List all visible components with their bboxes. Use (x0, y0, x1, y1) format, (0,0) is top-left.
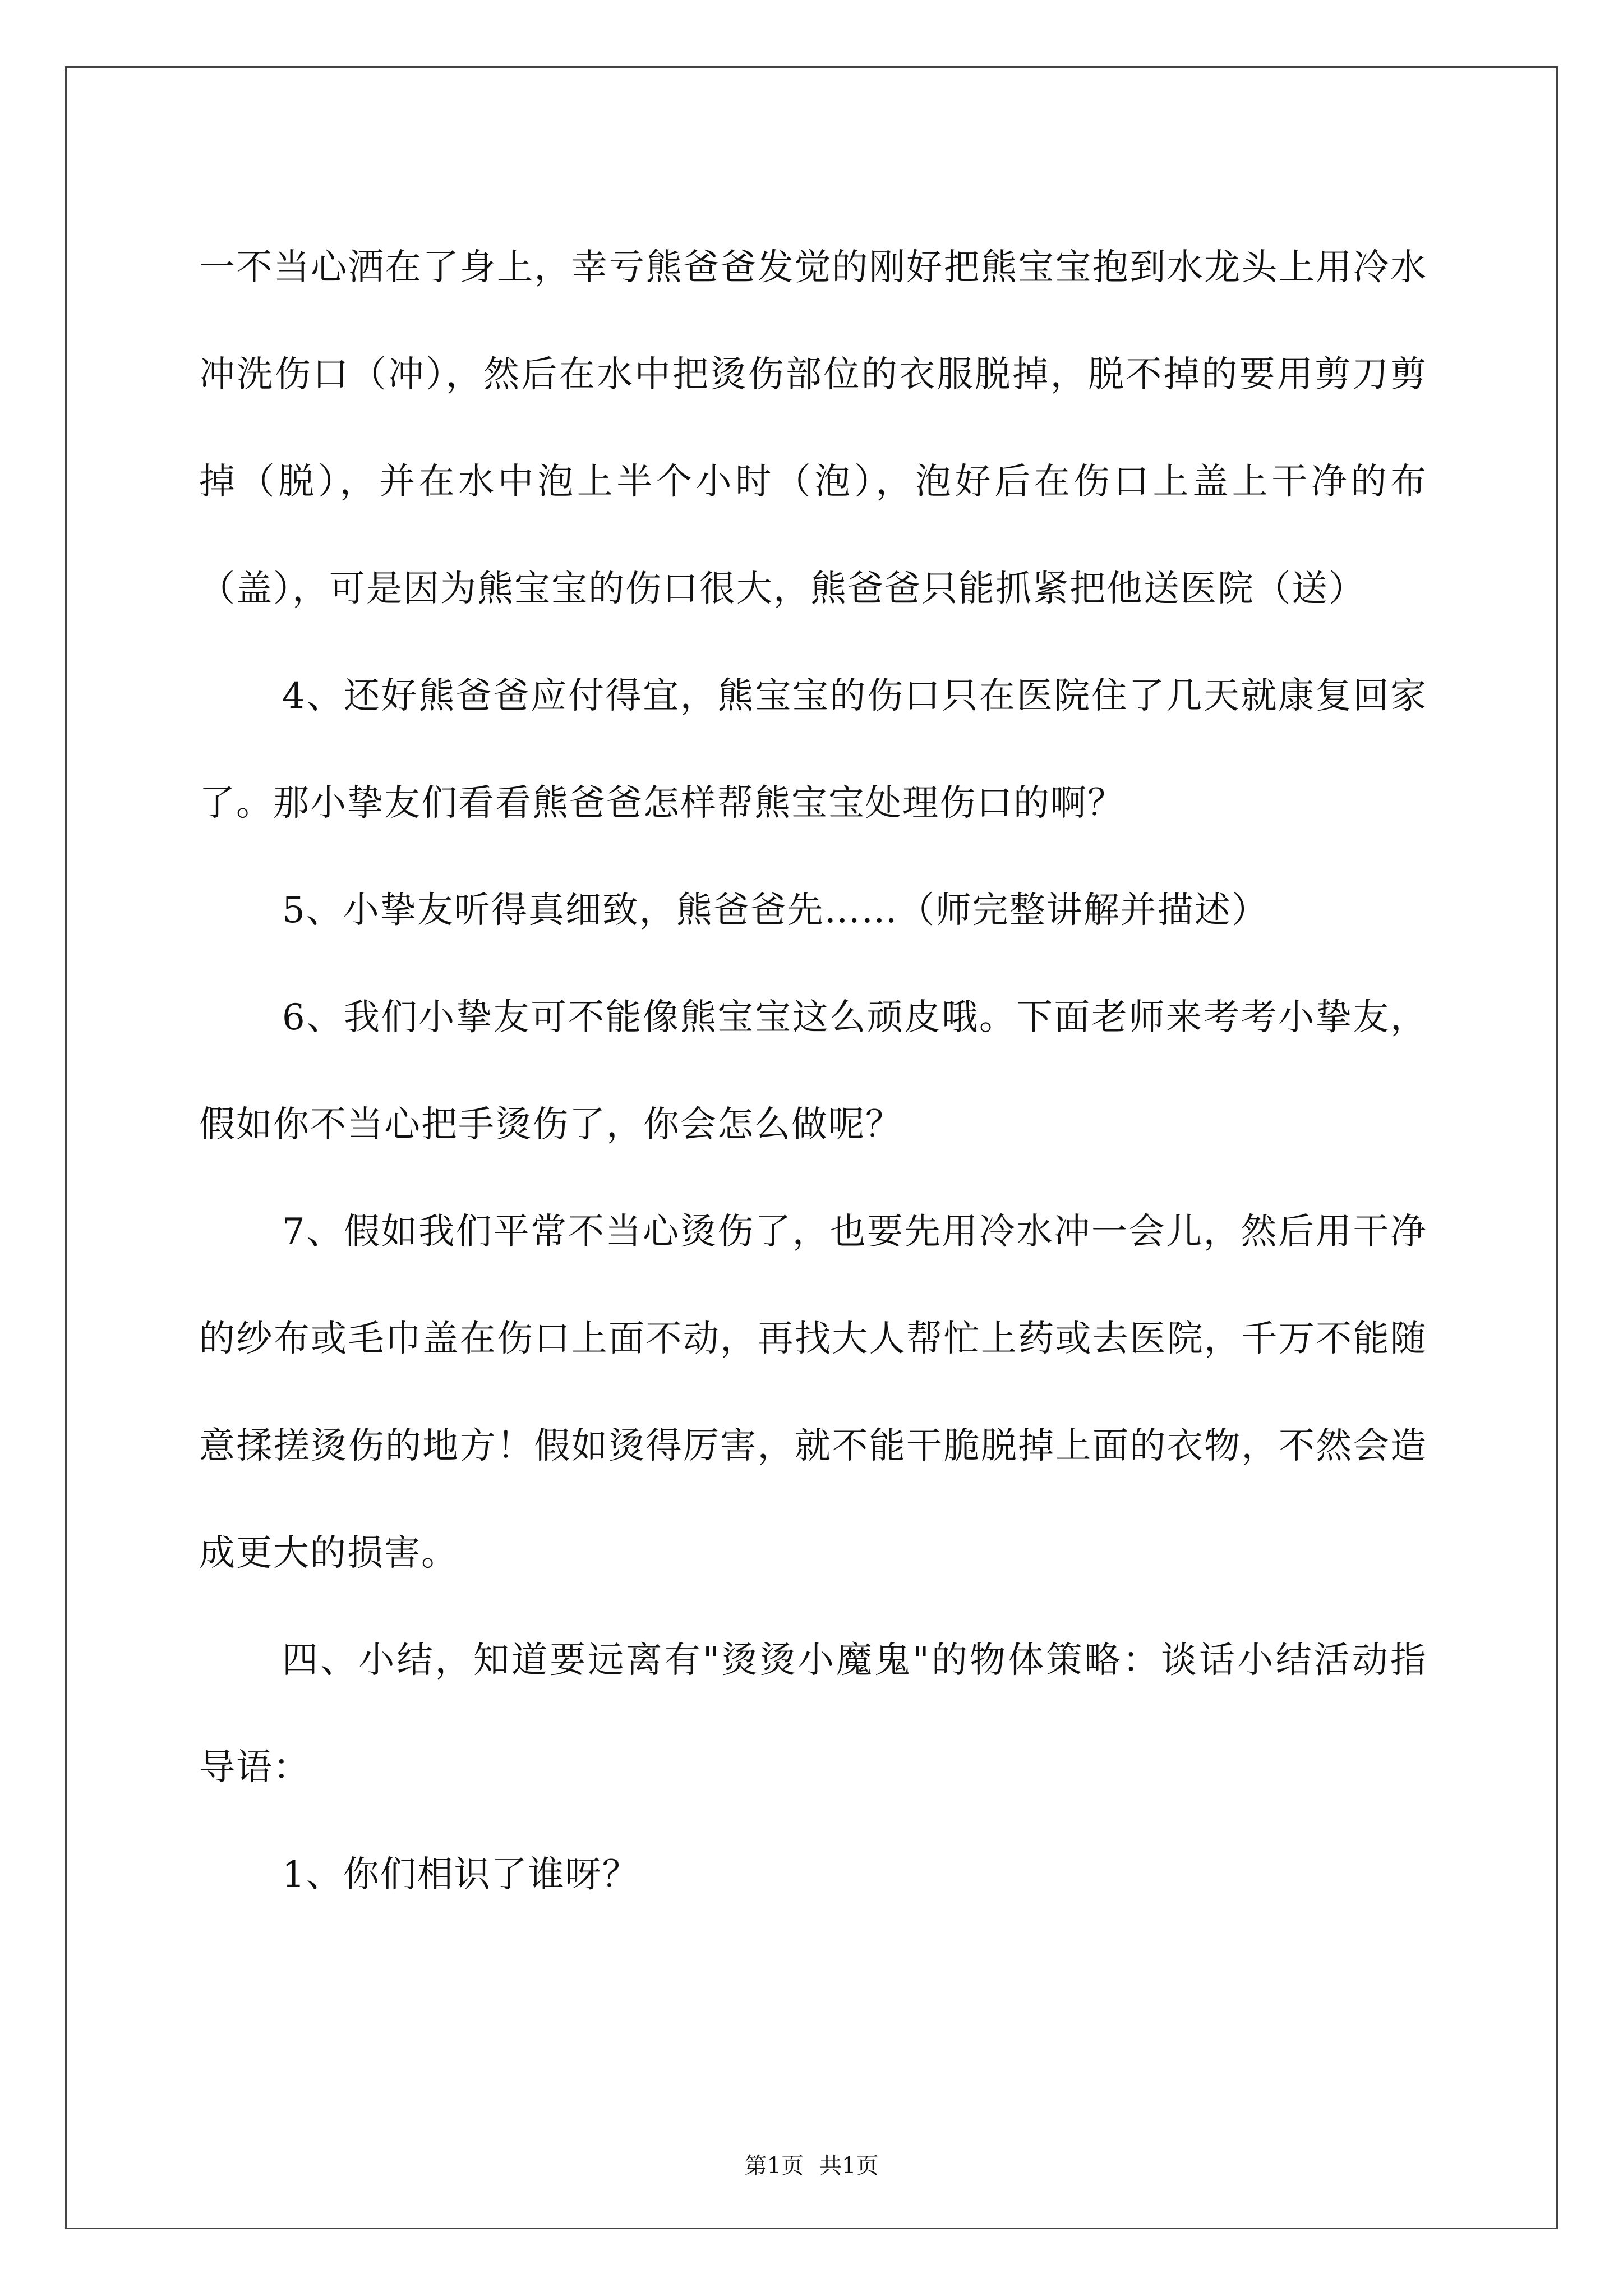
page-footer (0, 2152, 1623, 2180)
paragraph-item-7: 7、假如我们平常不当心烫伤了，也要先用冷水冲一会儿，然后用干净的纱布或毛巾盖在伤口上面不动，再找大人帮忙上药或去医院，千万不能随意揉搓烫伤的地方！假如烫得厉害，就不能干脆脱掉上面的衣物，不然会造成更大的损害。 (199, 1211, 1427, 1574)
paragraph-item-5: 5、小挚友听得真细致，熊爸爸先……（师完整讲解并描述） (282, 890, 1269, 931)
paragraph-item-6: 6、我们小挚友可不能像熊宝宝这么顽皮哦。下面老师来考考小挚友，假如你不当心把手烫伤了，你会怎么做呢？ (199, 997, 1427, 1145)
paragraph-continuation: 一不当心洒在了身上，幸亏熊爸爸发觉的刚好把熊宝宝抱到水龙头上用冷水冲洗伤口（冲），然后在水中把烫伤部位的衣服脱掉，脱不掉的要用剪刀剪掉（脱），并在水中泡上半个小时（泡），泡好后在伤口上盖上干净的布（盖），可是因为熊宝宝的伤口很大，熊爸爸只能抓紧把他送医院（送） (199, 247, 1427, 610)
paragraph-summary: 四、小结，知道要远离有"烫烫小魔鬼"的物体策略：谈话小结活动指导语： (199, 1640, 1427, 1788)
document-body (199, 214, 1427, 1929)
page-number: 第1页 (744, 2153, 804, 2179)
page-total: 共1页 (819, 2153, 879, 2179)
paragraph-question-1: 1、你们相识了谁呀？ (282, 1854, 639, 1895)
paragraph-item-4: 4、还好熊爸爸应付得宜，熊宝宝的伤口只在医院住了几天就康复回家了。那小挚友们看看熊爸爸怎样帮熊宝宝处理伤口的啊？ (199, 675, 1427, 824)
